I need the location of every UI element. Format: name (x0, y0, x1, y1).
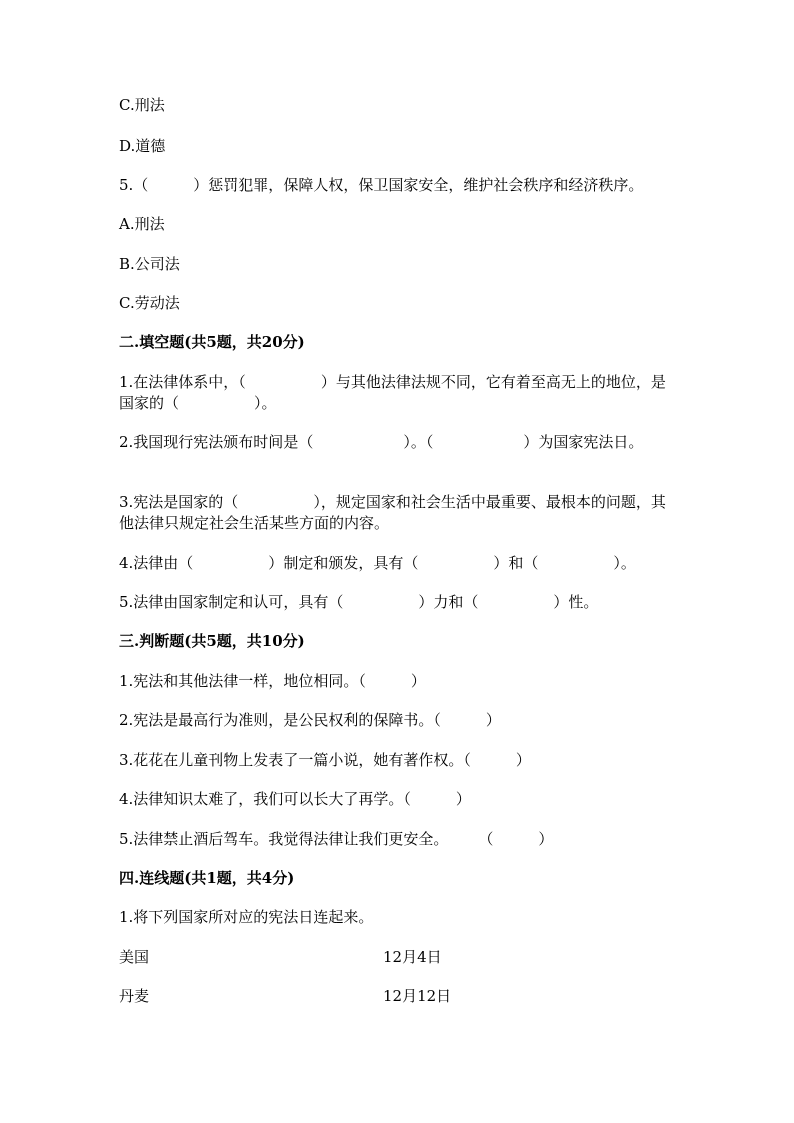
matching-country-1: 美国 (119, 948, 150, 966)
true-false-item-5: 5.法律禁止酒后驾车。我觉得法律让我们更安全。 （ ） (119, 830, 554, 848)
fill-blank-item-5: 5.法律由国家制定和认可，具有（ ）力和（ ）性。 (119, 593, 599, 611)
q5-option-c: C.劳动法 (119, 294, 180, 312)
fill-blank-item-4: 4.法律由（ ）制定和颁发，具有（ ）和（ ）。 (119, 554, 636, 572)
true-false-item-3: 3.花花在儿童刊物上发表了一篇小说，她有著作权。（ ） (119, 751, 531, 769)
true-false-item-2: 2.宪法是最高行为准则，是公民权利的保障书。（ ） (119, 711, 501, 729)
section-heading-matching: 四.连线题(共1题，共4分) (119, 869, 295, 887)
fill-blank-item-2: 2.我国现行宪法颁布时间是（ ）。（ ）为国家宪法日。 (119, 433, 644, 451)
matching-country-2: 丹麦 (119, 987, 150, 1005)
matching-date-1: 12月4日 (383, 948, 442, 966)
matching-instruction: 1.将下列国家所对应的宪法日连起来。 (119, 908, 374, 926)
true-false-item-4: 4.法律知识太难了，我们可以长大了再学。（ ） (119, 790, 471, 808)
true-false-item-1: 1.宪法和其他法律一样，地位相同。（ ） (119, 672, 426, 690)
section-heading-true-false: 三.判断题(共5题，共10分) (119, 632, 305, 650)
q4-option-d: D.道德 (119, 137, 166, 155)
section-heading-fill-blank: 二.填空题(共5题，共20分) (119, 333, 305, 351)
fill-blank-item-3: 3.宪法是国家的（ ），规定国家和社会生活中最重要、最根本的问题，其他法律只规定社会生活某些方面的内容。 (119, 493, 666, 532)
q5-option-a: A.刑法 (119, 215, 165, 233)
q5-stem: 5.（ ）惩罚犯罪，保障人权，保卫国家安全，维护社会秩序和经济秩序。 (119, 176, 644, 194)
matching-date-2: 12月12日 (383, 987, 452, 1005)
q4-option-c: C.刑法 (119, 96, 165, 114)
q5-option-b: B.公司法 (119, 255, 180, 273)
fill-blank-item-1: 1.在法律体系中，（ ）与其他法律法规不同，它有着至高无上的地位，是国家的（ ）。 (119, 373, 666, 412)
